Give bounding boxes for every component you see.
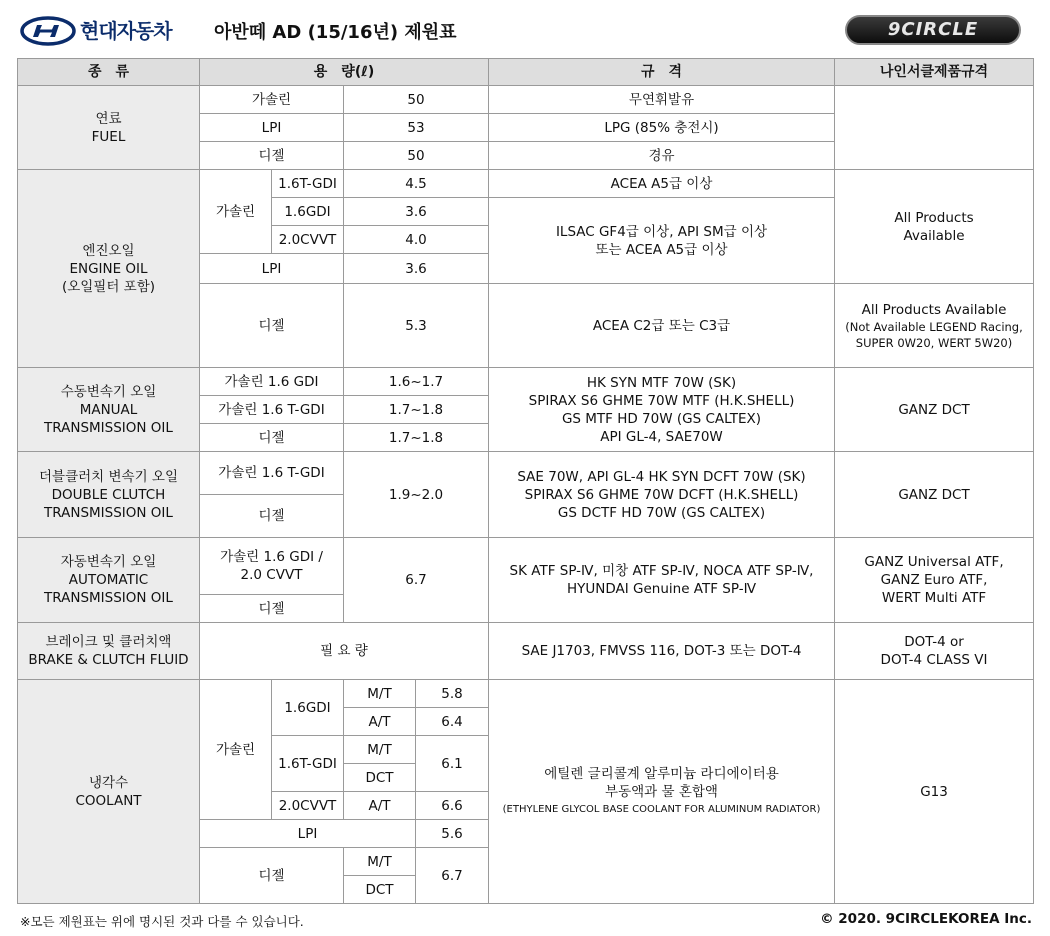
table-row (18, 680, 1034, 708)
category-brake-fluid: 브레이크 및 클러치액 BRAKE & CLUTCH FLUID (18, 623, 200, 680)
capacity-cell: 5.6 (416, 820, 489, 848)
category-engine-oil: 엔진오일 ENGINE OIL (오일필터 포함) (18, 170, 200, 368)
type-cell: LPI (200, 254, 344, 284)
col-capacity: 용 량(ℓ) (200, 59, 489, 86)
product-cell: G13 (835, 680, 1034, 904)
type-cell: 디젤 (200, 495, 344, 538)
capacity-cell: 5.8 (416, 680, 489, 708)
capacity-cell: 6.6 (416, 792, 489, 820)
type-cell: 디젤 (200, 595, 344, 623)
product-cell: GANZ Universal ATF, GANZ Euro ATF, WERT Multi ATF (835, 538, 1034, 623)
trans-cell: M/T (344, 736, 416, 764)
type-cell: LPI (200, 114, 344, 142)
capacity-cell: 1.6~1.7 (344, 368, 489, 396)
type-cell: 디젤 (200, 142, 344, 170)
copyright: © 2020. 9CIRCLEKOREA Inc. (820, 911, 1032, 927)
category-fuel: 연료 FUEL (18, 86, 200, 170)
type-cell: 가솔린 1.6 T-GDI (200, 452, 344, 495)
page-header (0, 0, 1050, 58)
spec-cell: SAE J1703, FMVSS 116, DOT-3 또는 DOT-4 (489, 623, 835, 680)
product-cell: GANZ DCT (835, 452, 1034, 538)
trans-cell: M/T (344, 680, 416, 708)
engine-cell: 2.0CVVT (272, 226, 344, 254)
type-cell: 가솔린 (200, 86, 344, 114)
spec-table (17, 58, 1034, 904)
capacity-cell: 50 (344, 142, 489, 170)
capacity-cell: 4.0 (344, 226, 489, 254)
category-coolant: 냉각수 COOLANT (18, 680, 200, 904)
table-row (18, 452, 1034, 495)
capacity-cell: 6.7 (344, 538, 489, 623)
capacity-cell: 3.6 (344, 198, 489, 226)
trans-cell: DCT (344, 876, 416, 904)
brand-name: 현대자동차 (80, 19, 172, 43)
table-row (18, 538, 1034, 595)
table-row (18, 86, 1034, 114)
engine-cell: 1.6GDI (272, 198, 344, 226)
capacity-cell: 50 (344, 86, 489, 114)
table-row (18, 170, 1034, 198)
product-cell: All Products Available (835, 170, 1034, 284)
capacity-cell: 1.7~1.8 (344, 396, 489, 424)
type-cell: 가솔린 1.6 GDI / 2.0 CVVT (200, 538, 344, 595)
trans-cell: A/T (344, 708, 416, 736)
spec-cell: ACEA A5급 이상 (489, 170, 835, 198)
capacity-cell: 6.7 (416, 848, 489, 904)
spec-cell: 에틸렌 글리콜계 알루미늄 라디에이터용 부동액과 물 혼합액 (ETHYLENE GLYCOL BASE COOLANT FOR ALUMINUM RADIATOR) (489, 680, 835, 904)
type-cell: LPI (200, 820, 416, 848)
table-header-row (18, 59, 1034, 86)
spec-cell: SAE 70W, API GL-4 HK SYN DCFT 70W (SK) SPIRAX S6 GHME 70W DCFT (H.K.SHELL) GS DCTF HD 70W (GS CALTEX) (489, 452, 835, 538)
trans-cell: DCT (344, 764, 416, 792)
spec-cell: ACEA C2급 또는 C3급 (489, 284, 835, 368)
type-cell: 가솔린 (200, 680, 272, 820)
capacity-cell: 1.9~2.0 (344, 452, 489, 538)
engine-cell: 1.6GDI (272, 680, 344, 736)
capacity-cell: 1.7~1.8 (344, 424, 489, 452)
hyundai-logo-icon (20, 16, 76, 46)
spec-cell: LPG (85% 충전시) (489, 114, 835, 142)
type-cell: 가솔린 1.6 GDI (200, 368, 344, 396)
category-double-clutch: 더블클러치 변속기 오일 DOUBLE CLUTCH TRANSMISSION OIL (18, 452, 200, 538)
spec-cell: ILSAC GF4급 이상, API SM급 이상 또는 ACEA A5급 이상 (489, 198, 835, 284)
capacity-cell: 5.3 (344, 284, 489, 368)
engine-cell: 1.6T-GDI (272, 736, 344, 792)
capacity-cell: 4.5 (344, 170, 489, 198)
capacity-cell: 필 요 량 (200, 623, 489, 680)
spec-cell: SK ATF SP-Ⅳ, 미창 ATF SP-Ⅳ, NOCA ATF SP-Ⅳ, HYUNDAI Genuine ATF SP-Ⅳ (489, 538, 835, 623)
type-cell: 디젤 (200, 284, 344, 368)
col-kind: 종 류 (18, 59, 200, 86)
trans-cell: A/T (344, 792, 416, 820)
engine-cell: 1.6T-GDI (272, 170, 344, 198)
table-row (18, 368, 1034, 396)
ninecircle-logo: 9CIRCLE (845, 15, 1021, 45)
type-cell: 디젤 (200, 424, 344, 452)
type-cell: 디젤 (200, 848, 344, 904)
page-title: 아반떼 AD (15/16년) 제원표 (214, 22, 457, 43)
capacity-cell: 3.6 (344, 254, 489, 284)
trans-cell: M/T (344, 848, 416, 876)
engine-cell: 2.0CVVT (272, 792, 344, 820)
capacity-cell: 6.4 (416, 708, 489, 736)
table-row (18, 623, 1034, 680)
product-cell: DOT-4 or DOT-4 CLASS VI (835, 623, 1034, 680)
type-cell: 가솔린 1.6 T-GDI (200, 396, 344, 424)
product-cell: All Products Available (Not Available LEGEND Racing, SUPER 0W20, WERT 5W20) (835, 284, 1034, 368)
capacity-cell: 6.1 (416, 736, 489, 792)
col-spec: 규 격 (489, 59, 835, 86)
spec-cell: 무연휘발유 (489, 86, 835, 114)
spec-cell: 경유 (489, 142, 835, 170)
type-cell: 가솔린 (200, 170, 272, 254)
category-automatic-transmission: 자동변속기 오일 AUTOMATIC TRANSMISSION OIL (18, 538, 200, 623)
product-cell: GANZ DCT (835, 368, 1034, 452)
footer-note: ※모든 제원표는 위에 명시된 것과 다를 수 있습니다. (20, 914, 304, 929)
spec-cell: HK SYN MTF 70W (SK) SPIRAX S6 GHME 70W MTF (H.K.SHELL) GS MTF HD 70W (GS CALTEX) API GL-4, SAE70W (489, 368, 835, 452)
col-product: 나인서클제품규격 (835, 59, 1034, 86)
capacity-cell: 53 (344, 114, 489, 142)
product-cell (835, 86, 1034, 170)
category-manual-transmission: 수동변속기 오일 MANUAL TRANSMISSION OIL (18, 368, 200, 452)
